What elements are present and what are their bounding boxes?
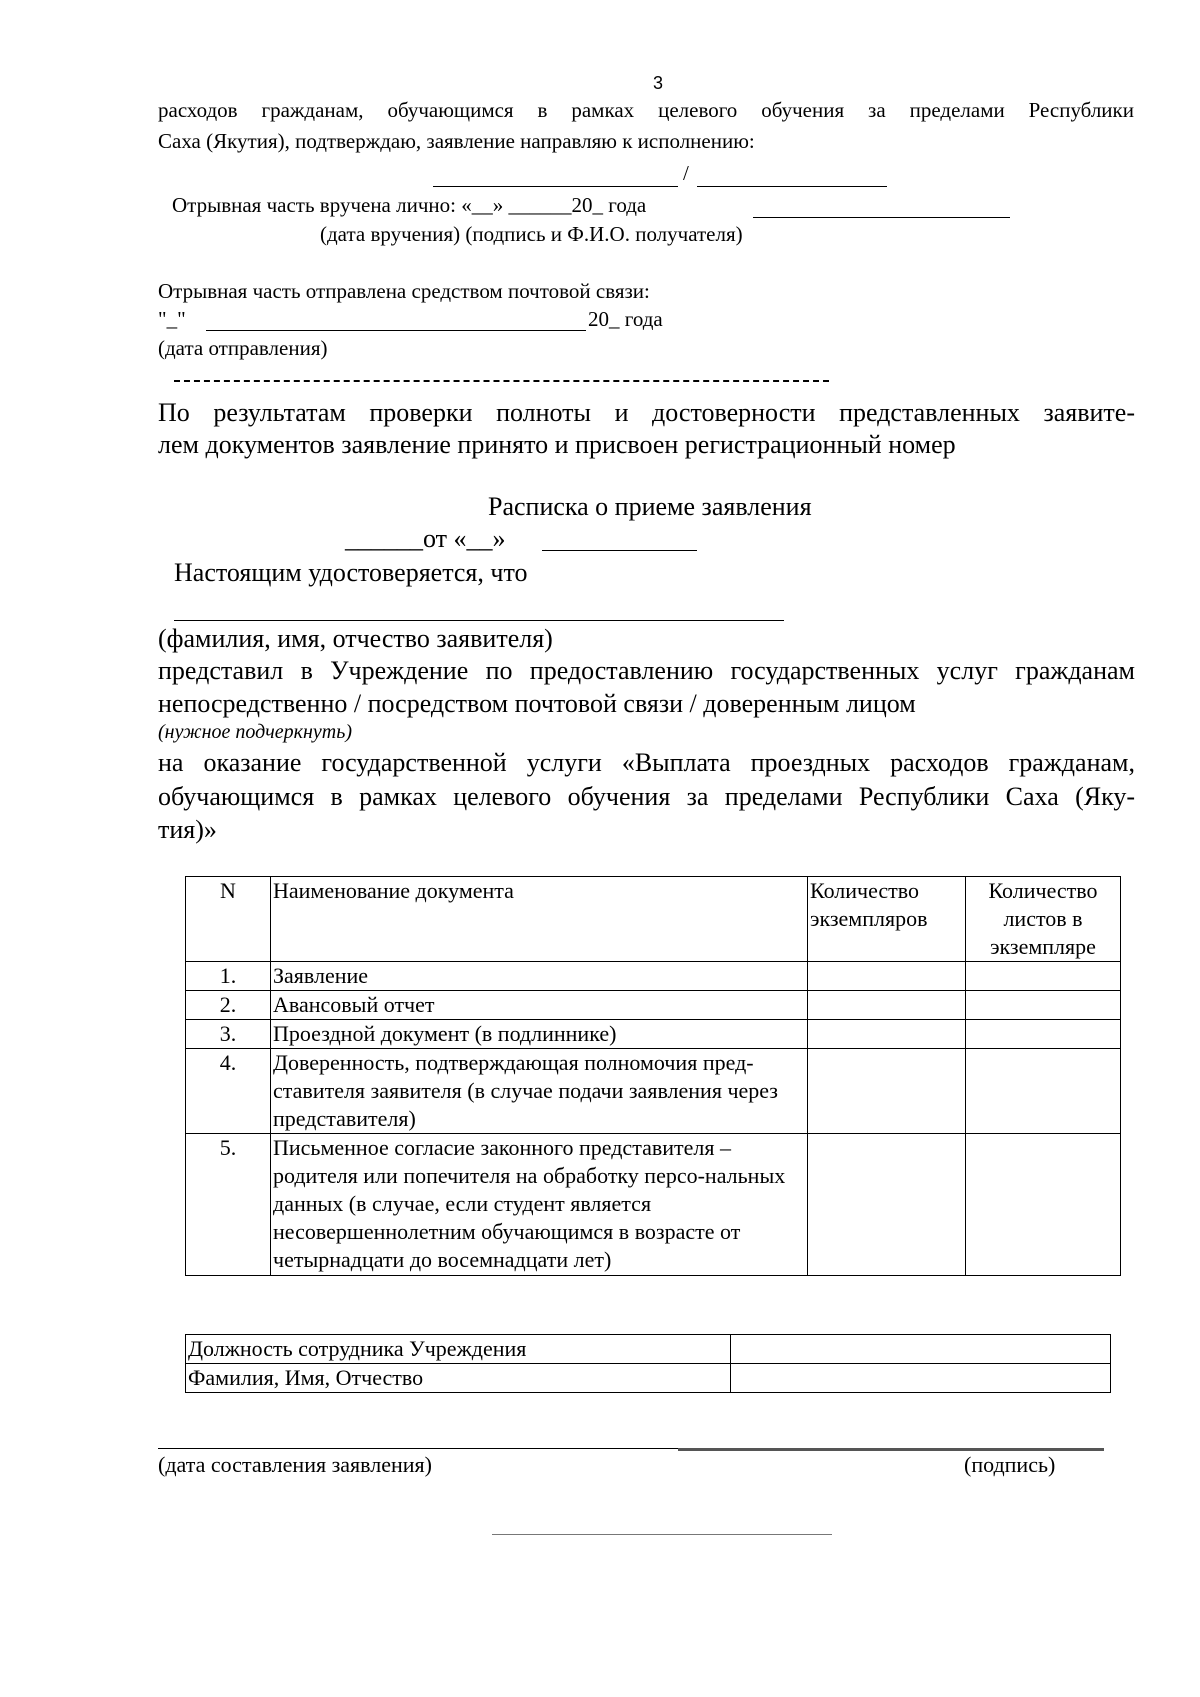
header-copies: Количество экземпляров: [808, 877, 966, 962]
receipt-title: Расписка о приеме заявления: [488, 492, 812, 521]
row-number: 1.: [186, 962, 271, 991]
table-row: [186, 962, 1121, 991]
employee-table: [185, 1334, 1111, 1393]
row-number: 4.: [186, 1049, 271, 1134]
mail-date-suffix: 20_ года: [588, 307, 663, 331]
row-copies: [808, 962, 966, 991]
row-copies: [808, 1020, 966, 1049]
row-sheets: [966, 1134, 1121, 1276]
verification-line-1: По результатам проверки полноты и достоверности представленных заявите-: [158, 398, 1135, 427]
row-copies: [808, 1134, 966, 1276]
bottom-separator: [492, 1534, 832, 1535]
mail-date-line: [206, 330, 586, 331]
row-document-name: Доверенность, подтверждающая полномочия пред-ставителя заявителя (в случае подачи заявления через представителя): [271, 1049, 808, 1134]
mail-caption: (дата отправления): [158, 336, 328, 360]
header-sheets: Количество листов в экземпляре: [966, 877, 1121, 962]
row-document-name: Авансовый отчет: [271, 991, 808, 1020]
underline-note: (нужное подчеркнуть): [158, 721, 352, 743]
mail-line-1: Отрывная часть отправлена средством почтовой связи:: [158, 279, 650, 303]
handover-recipient-line: [753, 217, 1010, 218]
row-document-name: Письменное согласие законного представителя – родителя или попечителя на обработку персо-нальных данных (в случае, если студент является несовершеннолетним обучающимся в возрасте от четырнадцати до восемнадцати лет): [271, 1134, 808, 1276]
row-document-name: Заявление: [271, 962, 808, 991]
service-line-2: обучающимся в рамках целевого обучения за пределами Республики Саха (Яку-: [158, 782, 1135, 811]
row-copies: [808, 1049, 966, 1134]
verification-line-2: лем документов заявление принято и присвоен регистрационный номер: [158, 430, 956, 459]
receipt-body-2: непосредственно / посредством почтовой связи / доверенным лицом: [158, 689, 916, 718]
header-n: N: [186, 877, 271, 962]
table-row: [186, 1049, 1121, 1134]
row-document-name: Проездной документ (в подлиннике): [271, 1020, 808, 1049]
documents-table: [185, 876, 1121, 1276]
handover-caption: (дата вручения) (подпись и Ф.И.О. получателя): [320, 222, 743, 246]
row-sheets: [966, 1049, 1121, 1134]
position-value: [731, 1335, 1111, 1364]
header-name: Наименование документа: [271, 877, 808, 962]
receipt-body-1: представил в Учреждение по предоставлению государственных услуг гражданам: [158, 656, 1135, 685]
handover-line: Отрывная часть вручена лично: «__» ______20_ года: [172, 193, 647, 217]
row-sheets: [966, 1020, 1121, 1049]
name-value: [731, 1364, 1111, 1393]
applicant-caption: (фамилия, имя, отчество заявителя): [158, 624, 553, 653]
row-number: 5.: [186, 1134, 271, 1276]
sign-caption: (подпись): [964, 1452, 1056, 1477]
intro-line-2: Саха (Якутия), подтверждаю, заявление направляю к исполнению:: [158, 129, 755, 153]
date-caption: (дата составления заявления): [158, 1452, 433, 1477]
row-number: 3.: [186, 1020, 271, 1049]
confirm-signature-line: [433, 186, 678, 187]
table-row: [186, 991, 1121, 1020]
receipt-number-line: ______от «__»: [345, 524, 506, 553]
date-line: [158, 1448, 678, 1449]
row-copies: [808, 991, 966, 1020]
table-row: [186, 1020, 1121, 1049]
confirm-name-line: [697, 186, 887, 187]
receipt-certify: Настоящим удостоверяется, что: [174, 558, 528, 587]
service-line-3: тия)»: [158, 815, 217, 844]
table-header-row: [186, 877, 1121, 962]
row-sheets: [966, 962, 1121, 991]
mail-date-prefix: "_": [158, 307, 186, 331]
employee-name-row: [186, 1364, 1111, 1393]
receipt-date-line: [542, 550, 697, 551]
page-number: 3: [653, 73, 664, 93]
employee-position-row: [186, 1335, 1111, 1364]
position-label: Должность сотрудника Учреждения: [186, 1335, 731, 1364]
confirm-slash: /: [683, 161, 689, 185]
cut-line: [174, 380, 829, 382]
row-sheets: [966, 991, 1121, 1020]
service-line-1: на оказание государственной услуги «Выплата проездных расходов гражданам,: [158, 748, 1135, 777]
intro-line-1: расходов гражданам, обучающимся в рамках целевого обучения за пределами Республики: [158, 98, 1134, 122]
table-row: [186, 1134, 1121, 1276]
name-label: Фамилия, Имя, Отчество: [186, 1364, 731, 1393]
applicant-name-line: [174, 620, 784, 621]
row-number: 2.: [186, 991, 271, 1020]
